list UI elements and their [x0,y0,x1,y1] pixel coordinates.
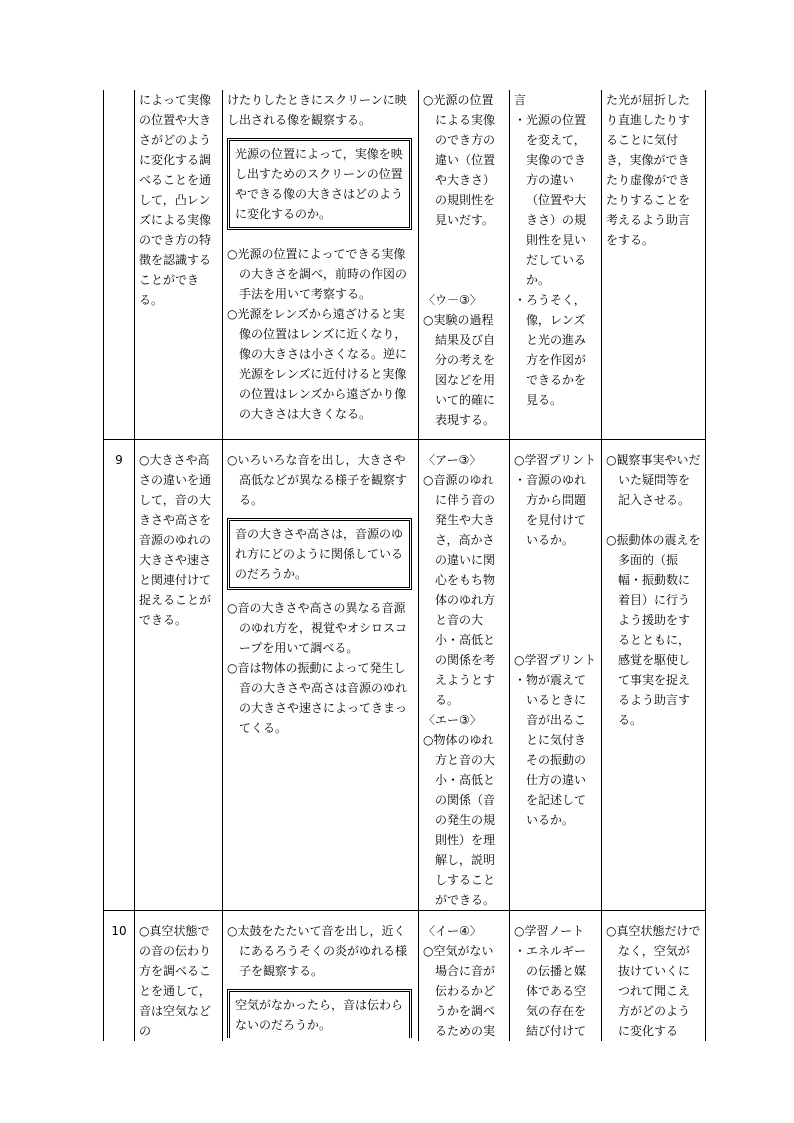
paragraph: ・ろうそく，像，レンズと光の進み方を作図ができるかを見る。 [514,293,587,407]
paragraph: ○実験の過程結果及び自分の考えを図などを用いて的確に表現する。 [423,313,496,427]
activity-list-before [227,921,414,981]
paragraph: けたりしたときにスクリーンに映し出される像を観察する。 [227,93,407,127]
criteria-cell [419,910,510,1041]
support-cell [602,90,706,439]
paragraph: ○観察事実やいだいた疑問等を記入させる。 [606,452,701,507]
evaluation-cell [510,90,602,439]
lesson-number [104,90,135,439]
table-row [104,90,706,439]
paragraph: ○空気がない場合に音が伝わるかどうかを調べるための実 [423,943,496,1038]
paragraph: 〈ウ－③〉 [423,293,482,307]
question-box: 空気がなかったら，音は伝わらないのだろうか。 [227,989,412,1038]
paragraph: ・音源のゆれ方から問題を見付けているか。 [514,472,587,547]
paragraph: ○物体のゆれ方と音の大小・高低との関係（音の発生の規則性）を理解し，説明しすることができる。 [423,732,496,907]
support-cell [602,910,706,1041]
lesson-plan-table [103,90,706,1041]
paragraph: た光が屈折したり直進したりすることに気付き，実像ができたり虚像ができたりすることを考えるよう助言をする。 [606,93,691,247]
evaluation-cell [510,910,602,1041]
paragraph: 〈イー④〉 [423,923,482,938]
activity-list-before [227,450,414,510]
paragraph: 〈エー③〉 [423,712,482,727]
criteria-cell [419,439,510,910]
paragraph: ○音源のゆれに伴う音の発生や大きさ，高かさの違いに関心をもち物体のゆれ方と音の大小・高低との関係を考えようとする。 [423,472,496,707]
activity-list-before [227,90,414,130]
paragraph: ○振動体の震えを多面的（振幅・振動数に着目）に行うよう援助をするとともに，感覚を駆使して事実を捉えるよう助言する。 [606,532,701,727]
paragraph: ○光源の位置によってできる実像の大きさを調べ，前時の作図の手法を用いて考察する。 [227,247,408,301]
support-cell [602,439,706,910]
paragraph: ○音の大きさや高さの異なる音源のゆれ方を，視覚やオシロスコープを用いて調べる。 [227,600,408,655]
evaluation-cell [510,439,602,910]
paragraph: 言 [514,93,527,107]
question-box: 光源の位置によって，実像を映し出すためのスクリーンの位置やできる像の大きさはどのように変化するのか。 [227,138,412,230]
paragraph: ○学習ノート [514,923,585,938]
activity-cell [223,439,419,910]
paragraph: ・エネルギーの伝播と媒体である空気の存在を結び付けて [514,943,587,1038]
question-box: 音の大きさや高さは，音源のゆれ方にどのように関係しているのだろうか。 [227,518,412,590]
activity-cell [223,910,419,1041]
goal-cell: によって実像の位置や大きさがどのように変化する調べることを通して，凸レンズによる実像のでき方の特徴を認識することができる。 [135,90,223,439]
paragraph: 〈アー③〉 [423,452,482,467]
paragraph: ○光源をレンズから遠ざけると実像の位置はレンズに近くなり，像の大きさは小さくなる。逆に光源をレンズに近付けると実像の位置はレンズから遠ざかり像の大きさは大きくなる。 [227,307,408,421]
table-row [104,439,706,910]
paragraph: ○真空状態だけでなく，空気が抜けていくにつれて聞こえ方がどのように変化する [606,923,701,1038]
paragraph: ・物が震えているときに音が出ることに気付きその振動の仕方の違いを記述しているか。 [514,672,587,827]
activity-list-after [227,244,414,424]
paragraph: ○いろいろな音を出し，大きさや高低などが異なる様子を観察する。 [227,452,408,507]
paragraph: ・光源の位置を変えて，実像のでき方の違い（位置や大きさ）の規則性を見いだしているか。 [514,113,587,287]
paragraph: ○光源の位置による実像のでき方の違い（位置や大きさ）の規則性を見いだす。 [423,93,496,227]
paragraph: ○音は物体の振動によって発生し音の大きさや高さは音源のゆれの大きさや速さによってきまってくる。 [227,660,408,735]
table-row [104,910,706,1041]
paragraph: ○学習プリント [514,652,596,667]
paragraph: ○太鼓をたたいて音を出し，近くにあるろうそくの炎がゆれる様子を観察する。 [227,923,408,978]
activity-cell [223,90,419,439]
activity-list-after [227,598,414,738]
lesson-number: 10 [104,910,135,1041]
paragraph: ○学習プリント [514,452,596,467]
goal-cell: ○真空状態での音の伝わり方を調べることを通して，音は空気などの [135,910,223,1041]
goal-cell: ○大きさや高さの違いを通して，音の大きさや高さを音源のゆれの大きさや速さと関連付けて捉えることができる。 [135,439,223,910]
lesson-number: 9 [104,439,135,910]
criteria-cell [419,90,510,439]
